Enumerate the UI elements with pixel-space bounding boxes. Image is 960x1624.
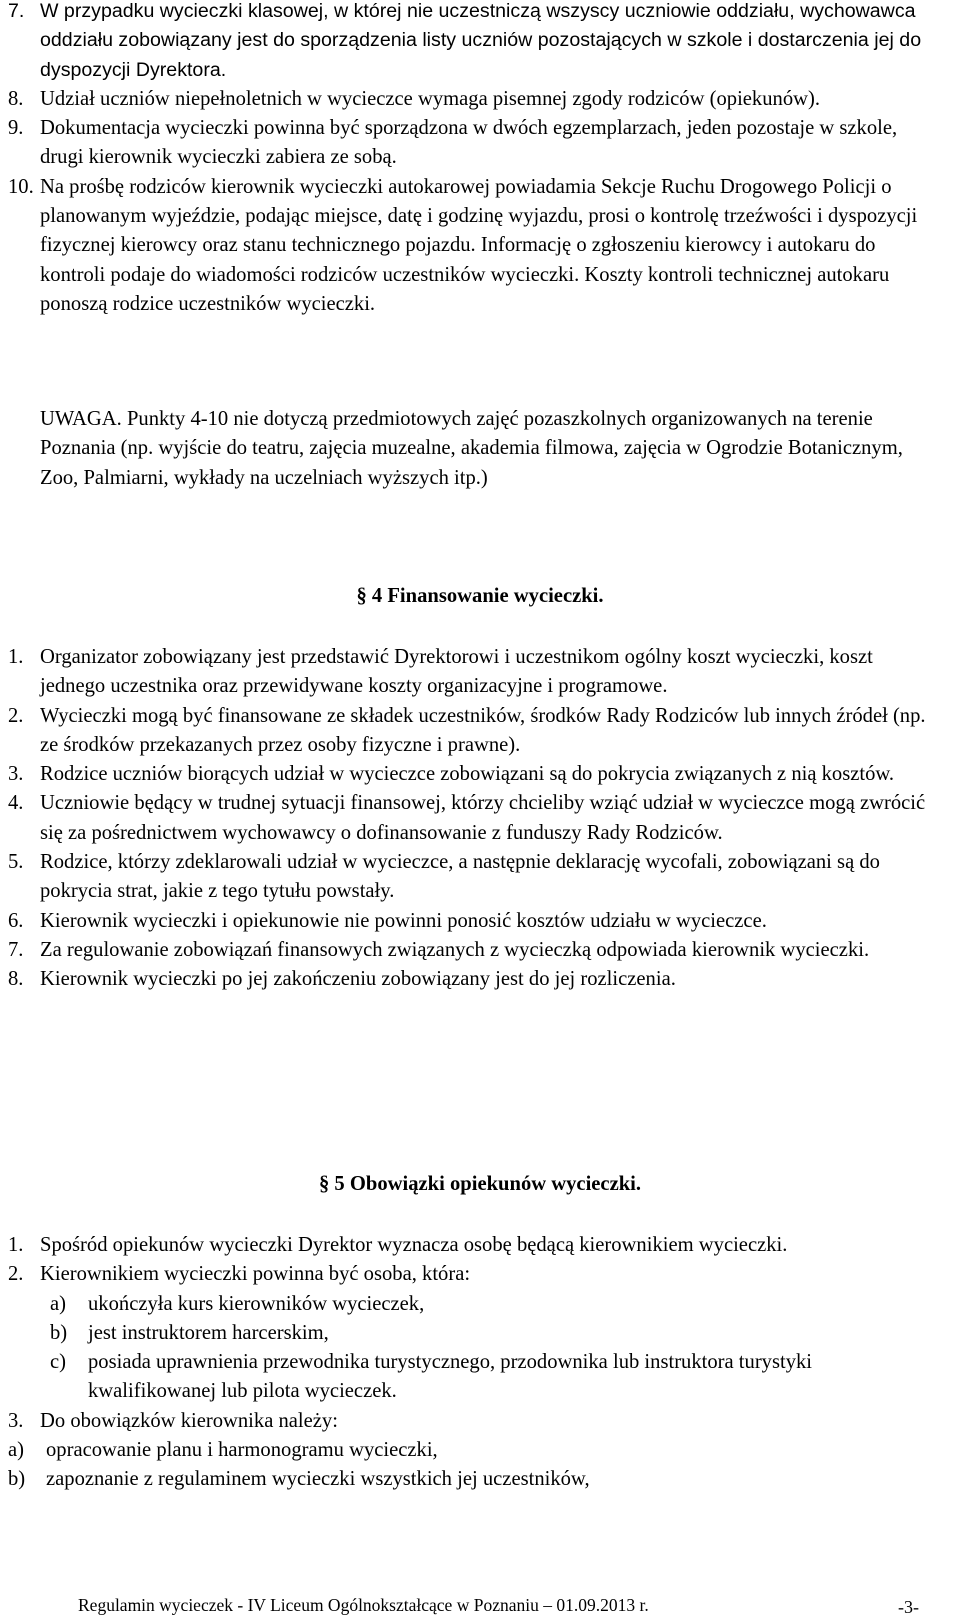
item-number: 1.: [8, 646, 24, 668]
list-item: [8, 0, 938, 85]
sub-list: [8, 1436, 938, 1495]
item-number: 9.: [8, 117, 24, 140]
item-text: W przypadku wycieczki klasowej, w której nie uczestniczą wszyscy uczniowie oddziału, wychowawca oddziału zobowiązany jest do sporządzenia listy uczniów pozostających w szkole i dostarczenia jej do dyspozycji Dyrektora.: [40, 0, 922, 81]
list-item: [8, 965, 938, 994]
list-item: [8, 85, 938, 114]
list-item: [8, 907, 938, 936]
item-number: 5.: [8, 851, 24, 874]
sub-item-letter: a): [50, 1292, 66, 1315]
item-text: Na prośbę rodziców kierownik wycieczki autokarowej powiadamia Sekcje Ruchu Drogowego Policji o planowanym wyjeździe, podając miejsce, datę i godzinę wyjazdu, prosi o kontrolę trzeźwości i dyspozycji fizycznej kierowcy oraz stanu technicznego pojazdu. Informację o zgłoszeniu kierowcy i autokaru do kontroli podaje do wiadomości rodziców uczestników wycieczki. Koszty kontroli technicznej autokaru ponoszą rodzice uczestników wycieczki.: [40, 175, 918, 315]
sub-item: [8, 1436, 938, 1465]
item-number: 1.: [8, 1234, 24, 1256]
item-text: Do obowiązków kierownika należy:: [40, 1409, 338, 1432]
item-number: 3.: [8, 1409, 24, 1432]
item-text: Rodzice uczniów biorących udział w wycieczce zobowiązani są do pokrycia związanych z nią kosztów.: [40, 763, 895, 786]
item-number: 8.: [8, 968, 24, 991]
sub-item-letter: a): [8, 1439, 24, 1462]
list-item: [8, 1260, 938, 1406]
list-item: [8, 936, 938, 965]
sub-item: [50, 1319, 938, 1348]
item-text: Uczniowie będący w trudnej sytuacji finansowej, którzy chcieliby wziąć udział w wycieczce mogą zwrócić się za pośrednictwem wychowawcy o dofinansowanie z funduszy Rady Rodziców.: [40, 792, 926, 844]
list-item: [8, 760, 938, 789]
item-number: 7.: [8, 0, 25, 22]
sub-item-text: zapoznanie z regulaminem wycieczki wszystkich jej uczestników,: [46, 1468, 590, 1491]
item-number: 8.: [8, 87, 24, 110]
sub-item: [50, 1290, 938, 1319]
item-text: Kierownikiem wycieczki powinna być osoba, która:: [40, 1263, 471, 1286]
item-number: 4.: [8, 792, 24, 815]
sub-item-text: opracowanie planu i harmonogramu wycieczki,: [46, 1439, 438, 1462]
note-paragraph: UWAGA. Punkty 4-10 nie dotyczą przedmiotowych zajęć pozaszkolnych organizowanych na terenie Poznania (np. wyjście do teatru, zajęcia muzealne, akademia filmowa, zajęcia w Ogrodzie Botanicznym, Zoo, Palmiarni, wykłady na uczelniach wyższych itp.): [40, 408, 903, 489]
financing-list: [8, 643, 938, 995]
guardian-duties-list: [8, 1231, 938, 1495]
item-text: Spośród opiekunów wycieczki Dyrektor wyznacza osobę będącą kierownikiem wycieczki.: [40, 1234, 788, 1256]
list-item: [8, 1407, 938, 1495]
sub-item-text: ukończyła kurs kierowników wycieczek,: [88, 1292, 425, 1315]
sub-item-text: jest instruktorem harcerskim,: [88, 1321, 329, 1344]
list-item: [8, 789, 938, 848]
item-text: Kierownik wycieczki i opiekunowie nie powinni ponosić kosztów udziału w wycieczce.: [40, 909, 767, 932]
item-text: Dokumentacja wycieczki powinna być sporządzona w dwóch egzemplarzach, jeden pozostaje w szkole, drugi kierownik wycieczki zabiera ze sobą.: [40, 117, 898, 169]
item-number: 2.: [8, 704, 24, 727]
sub-item-text: posiada uprawnienia przewodnika turystycznego, przodownika lub instruktora turystyki kwalifikowanej lub pilota wycieczek.: [88, 1351, 813, 1403]
item-text: Kierownik wycieczki po jej zakończeniu zobowiązany jest do jej rozliczenia.: [40, 968, 676, 991]
item-number: 3.: [8, 763, 24, 786]
page-number: -3-: [898, 1597, 919, 1617]
list-item: [8, 643, 938, 702]
sub-item-letter: b): [50, 1321, 68, 1344]
page-footer: Regulamin wycieczek - IV Liceum Ogólnokształcące w Poznaniu – 01.09.2013 r.: [78, 1595, 649, 1615]
item-number: 10.: [8, 175, 34, 198]
list-item: [8, 114, 938, 173]
sub-item: [8, 1465, 938, 1494]
item-number: 2.: [8, 1263, 24, 1286]
list-item: [8, 1231, 938, 1260]
list-item: [8, 702, 938, 761]
rules-list-top: [8, 0, 938, 319]
sub-item-letter: b): [8, 1468, 26, 1491]
section-heading: § 5 Obowiązki opiekunów wycieczki.: [318, 1173, 642, 1195]
list-item: [8, 173, 938, 319]
sub-item: [50, 1348, 938, 1407]
item-text: Rodzice, którzy zdeklarowali udział w wycieczce, a następnie deklarację wycofali, zobowiązani są do pokrycia strat, jakie z tego tytułu powstały.: [40, 851, 880, 903]
section-heading: § 4 Finansowanie wycieczki.: [356, 585, 604, 607]
sub-list: [50, 1290, 938, 1407]
item-number: 6.: [8, 909, 24, 932]
item-text: Organizator zobowiązany jest przedstawić Dyrektorowi i uczestnikom ogólny koszt wycieczki, koszt jednego uczestnika oraz przewidywane koszty organizacyjne i programowe.: [40, 646, 873, 698]
item-text: Udział uczniów niepełnoletnich w wycieczce wymaga pisemnej zgody rodziców (opiekunów).: [40, 87, 820, 110]
item-number: 7.: [8, 938, 24, 961]
item-text: Za regulowanie zobowiązań finansowych związanych z wycieczką odpowiada kierownik wycieczki.: [40, 938, 870, 961]
sub-item-letter: c): [50, 1351, 66, 1374]
item-text: Wycieczki mogą być finansowane ze składek uczestników, środków Rady Rodziców lub innych źródeł (np. ze środków przekazanych przez osoby fizyczne i prawne).: [40, 704, 926, 756]
list-item: [8, 848, 938, 907]
